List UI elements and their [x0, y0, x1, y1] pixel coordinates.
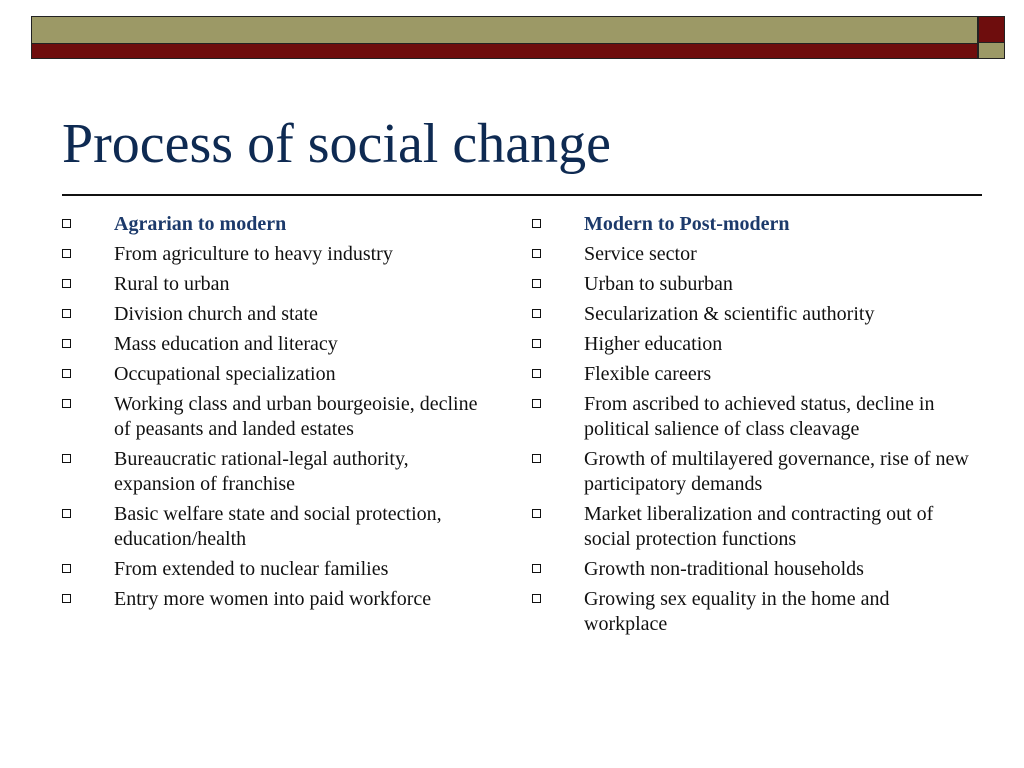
list-item — [532, 362, 972, 387]
list-item-text: Higher education — [584, 333, 723, 355]
left-bullet-list — [62, 212, 482, 612]
square-bullet-icon — [532, 219, 541, 228]
square-bullet-icon — [532, 399, 541, 408]
banner-olive-stripe — [32, 17, 977, 44]
list-item — [532, 332, 972, 357]
square-bullet-icon — [62, 339, 71, 348]
square-bullet-icon — [532, 339, 541, 348]
right-column — [532, 212, 972, 642]
list-item-text: Occupational specialization — [114, 363, 336, 385]
square-bullet-icon — [62, 454, 71, 463]
square-bullet-icon — [62, 279, 71, 288]
list-item — [62, 447, 482, 497]
corner-olive-square — [979, 43, 1004, 58]
square-bullet-icon — [532, 369, 541, 378]
list-item-text: From ascribed to achieved status, decline in political salience of class cleavage — [584, 393, 935, 440]
header-banner — [31, 16, 978, 59]
slide-title: Process of social change — [62, 113, 611, 175]
right-bullet-list — [532, 212, 972, 637]
list-item — [62, 392, 482, 442]
list-item-text: Division church and state — [114, 303, 318, 325]
list-item-text: Entry more women into paid workforce — [114, 588, 432, 610]
list-item-text: Rural to urban — [114, 273, 230, 295]
list-item — [62, 332, 482, 357]
list-item-text: Basic welfare state and social protection, education/health — [114, 503, 442, 550]
list-item — [532, 587, 972, 637]
list-item — [62, 272, 482, 297]
banner-maroon-stripe — [32, 44, 977, 58]
corner-maroon-square — [979, 17, 1004, 43]
list-item-text: Modern to Post-modern — [584, 213, 790, 235]
list-item-text: Working class and urban bourgeoisie, decline of peasants and landed estates — [114, 393, 478, 440]
list-item-heading — [62, 212, 482, 237]
square-bullet-icon — [532, 279, 541, 288]
square-bullet-icon — [62, 249, 71, 258]
square-bullet-icon — [532, 309, 541, 318]
list-item — [62, 587, 482, 612]
list-item-text: Secularization & scientific authority — [584, 303, 875, 325]
list-item — [532, 502, 972, 552]
square-bullet-icon — [62, 219, 71, 228]
list-item-text: Urban to suburban — [584, 273, 733, 295]
square-bullet-icon — [62, 594, 71, 603]
square-bullet-icon — [62, 399, 71, 408]
list-item-heading — [532, 212, 972, 237]
list-item-text: Growing sex equality in the home and workplace — [584, 588, 890, 635]
square-bullet-icon — [532, 564, 541, 573]
square-bullet-icon — [62, 369, 71, 378]
list-item — [532, 557, 972, 582]
left-column — [62, 212, 482, 617]
list-item — [62, 242, 482, 267]
list-item-text: Flexible careers — [584, 363, 712, 385]
list-item-text: Service sector — [584, 243, 697, 265]
title-divider — [62, 194, 982, 196]
list-item-text: From agriculture to heavy industry — [114, 243, 393, 265]
list-item-text: From extended to nuclear families — [114, 558, 389, 580]
list-item — [532, 447, 972, 497]
list-item — [62, 557, 482, 582]
list-item-text: Bureaucratic rational-legal authority, expansion of franchise — [114, 448, 409, 495]
square-bullet-icon — [62, 309, 71, 318]
square-bullet-icon — [62, 509, 71, 518]
list-item — [532, 302, 972, 327]
square-bullet-icon — [532, 509, 541, 518]
list-item-text: Growth non-traditional households — [584, 558, 864, 580]
list-item — [62, 302, 482, 327]
square-bullet-icon — [532, 594, 541, 603]
list-item-text: Agrarian to modern — [114, 213, 287, 235]
banner-corner-block — [978, 16, 1005, 59]
list-item — [532, 242, 972, 267]
square-bullet-icon — [62, 564, 71, 573]
list-item — [62, 502, 482, 552]
list-item — [532, 272, 972, 297]
list-item — [62, 362, 482, 387]
square-bullet-icon — [532, 454, 541, 463]
list-item-text: Mass education and literacy — [114, 333, 338, 355]
square-bullet-icon — [532, 249, 541, 258]
list-item-text: Market liberalization and contracting out of social protection functions — [584, 503, 934, 550]
list-item — [532, 392, 972, 442]
list-item-text: Growth of multilayered governance, rise of new participatory demands — [584, 448, 969, 495]
